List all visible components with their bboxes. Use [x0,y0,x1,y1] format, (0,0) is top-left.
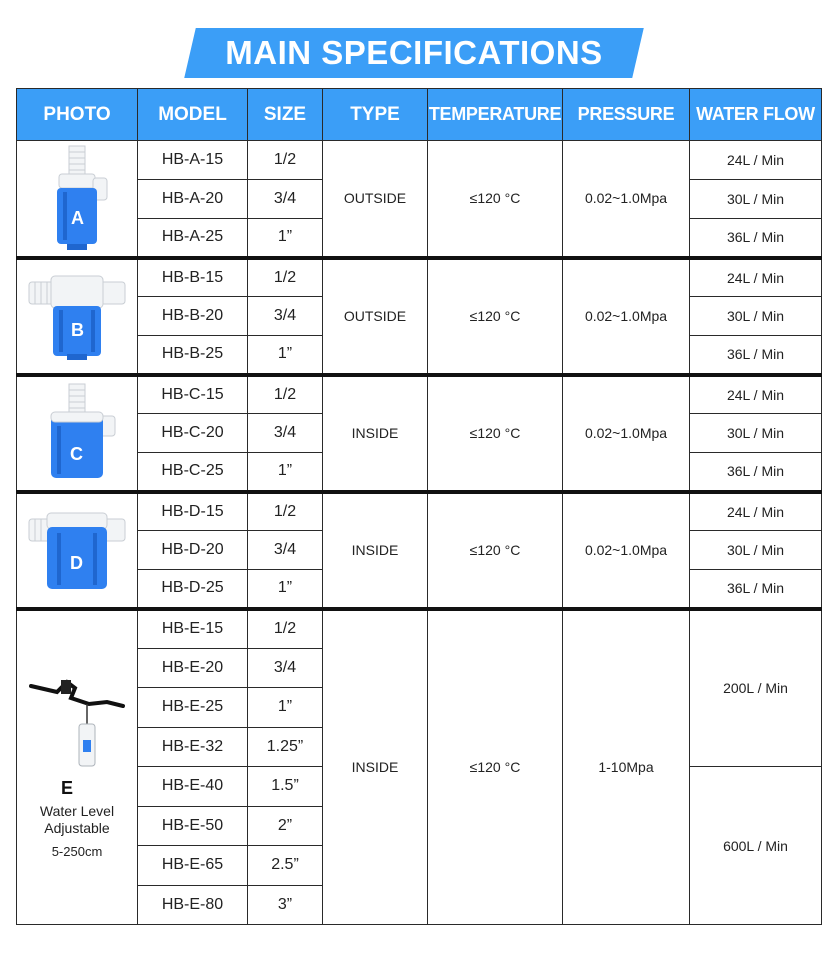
table-row [17,375,822,414]
page-title: MAIN SPECIFICATIONS [225,34,603,71]
photo-letter-e: E [60,777,73,798]
model-cell: HB-E-32 [138,727,248,767]
flow-cell: 36L / Min [690,336,822,375]
float-valve-e-image [27,676,127,772]
size-cell: 3/4 [248,648,323,688]
size-cell: 1/2 [248,141,323,180]
column-header-model: MODEL [138,89,248,141]
temperature-cell-e: ≤120 °C [428,609,563,925]
model-cell: HB-D-20 [138,531,248,570]
model-cell: HB-B-15 [138,258,248,297]
flow-cell: 36L / Min [690,570,822,609]
column-header-size: SIZE [248,89,323,141]
flow-cell: 30L / Min [690,297,822,336]
column-header-water-flow: WATER FLOW [690,89,822,141]
size-cell: 1/2 [248,492,323,531]
product-photo-d [17,492,138,609]
model-cell: HB-B-20 [138,297,248,336]
size-cell: 3” [248,885,323,925]
photo-letter-a: A [71,208,84,229]
flow-cell: 30L / Min [690,531,822,570]
temperature-cell-a: ≤120 °C [428,141,563,258]
flow-cell: 24L / Min [690,492,822,531]
type-cell-d: INSIDE [323,492,428,609]
water-level-note-line2: Adjustable [44,819,110,836]
photo-letter-d: D [70,553,83,573]
header-row [17,89,822,141]
temperature-cell-c: ≤120 °C [428,375,563,492]
flow-cell-e-upper: 200L / Min [690,609,822,767]
size-cell: 1” [248,688,323,728]
size-cell: 3/4 [248,414,323,453]
model-cell: HB-E-50 [138,806,248,846]
pressure-cell-a: 0.02~1.0Mpa [563,141,690,258]
model-cell: HB-A-20 [138,180,248,219]
float-valve-e-block [17,676,137,859]
table-row [17,258,822,297]
model-cell: HB-E-40 [138,767,248,807]
model-cell: HB-E-80 [138,885,248,925]
table-row [17,492,822,531]
size-cell: 2.5” [248,846,323,886]
model-cell: HB-E-25 [138,688,248,728]
pressure-cell-e: 1-10Mpa [563,609,690,925]
model-cell: HB-D-15 [138,492,248,531]
table-row [17,141,822,180]
photo-letter-b: B [71,320,84,340]
column-header-pressure: PRESSURE [563,89,690,141]
product-photo-a [17,141,138,258]
type-cell-a: OUTSIDE [323,141,428,258]
temperature-cell-b: ≤120 °C [428,258,563,375]
product-photo-c [17,375,138,492]
size-cell: 3/4 [248,297,323,336]
flow-cell: 24L / Min [690,375,822,414]
size-cell: 1/2 [248,258,323,297]
type-cell-e: INSIDE [323,609,428,925]
specifications-table [16,88,822,925]
float-valve-a-image [37,144,117,252]
flow-cell: 36L / Min [690,453,822,492]
table-row [17,609,822,649]
product-photo-b [17,258,138,375]
column-header-temperature: TEMPERATURE [428,89,563,141]
float-valve-d-image [27,505,127,595]
water-level-range: 5-250cm [51,843,103,859]
model-cell: HB-C-15 [138,375,248,414]
size-cell: 1.5” [248,767,323,807]
photo-letter-c: C [70,444,83,464]
flow-cell: 30L / Min [690,180,822,219]
size-cell: 1.25” [248,727,323,767]
water-level-note-line1: Water Level [39,802,115,819]
model-cell: HB-E-15 [138,609,248,649]
size-cell: 1” [248,570,323,609]
model-cell: HB-E-65 [138,846,248,886]
product-photo-e [17,609,138,925]
model-cell: HB-A-25 [138,219,248,258]
model-cell: HB-D-25 [138,570,248,609]
type-cell-b: OUTSIDE [323,258,428,375]
temperature-cell-d: ≤120 °C [428,492,563,609]
size-cell: 3/4 [248,180,323,219]
model-cell: HB-C-25 [138,453,248,492]
column-header-photo: PHOTO [17,89,138,141]
model-cell: HB-C-20 [138,414,248,453]
float-valve-c-image [35,382,119,484]
flow-cell-e-lower: 600L / Min [690,767,822,925]
pressure-cell-b: 0.02~1.0Mpa [563,258,690,375]
size-cell: 3/4 [248,531,323,570]
size-cell: 1/2 [248,375,323,414]
model-cell: HB-A-15 [138,141,248,180]
title-banner [0,28,837,78]
size-cell: 1” [248,336,323,375]
size-cell: 1/2 [248,609,323,649]
size-cell: 1” [248,453,323,492]
size-cell: 2” [248,806,323,846]
flow-cell: 24L / Min [690,141,822,180]
size-cell: 1” [248,219,323,258]
flow-cell: 30L / Min [690,414,822,453]
type-cell-c: INSIDE [323,375,428,492]
column-header-type: TYPE [323,89,428,141]
flow-cell: 36L / Min [690,219,822,258]
float-valve-b-image [27,268,127,364]
pressure-cell-d: 0.02~1.0Mpa [563,492,690,609]
pressure-cell-c: 0.02~1.0Mpa [563,375,690,492]
model-cell: HB-E-20 [138,648,248,688]
model-cell: HB-B-25 [138,336,248,375]
flow-cell: 24L / Min [690,258,822,297]
